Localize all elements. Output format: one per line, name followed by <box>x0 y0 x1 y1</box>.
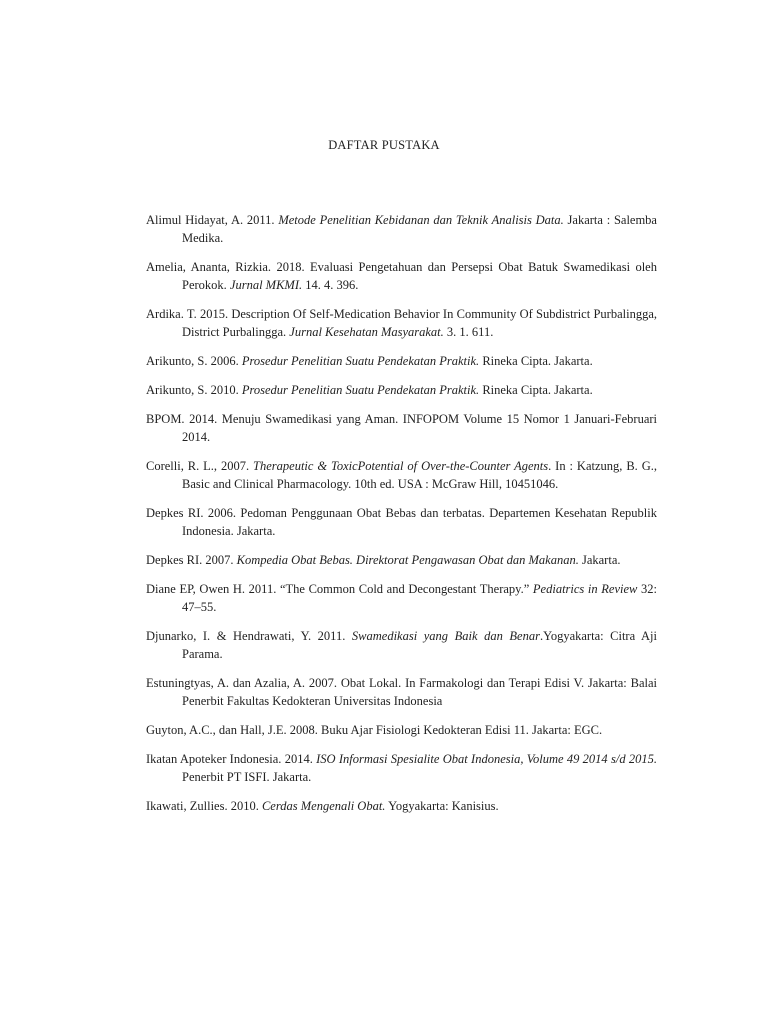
reference-text: 32: 47–55. <box>182 582 657 614</box>
reference-text: . In : Katzung, B. G., Basic and Clinical Pharmacology. 10th ed. USA : McGraw Hill, 10451046. <box>182 459 657 491</box>
reference-text: Rineka Cipta. Jakarta. <box>479 354 593 368</box>
reference-entry <box>146 305 657 341</box>
reference-text: BPOM. 2014. Menuju Swamedikasi yang Aman. INFOPOM Volume 15 Nomor 1 Januari-Februari 2014. <box>146 412 657 444</box>
reference-entry <box>146 457 657 493</box>
reference-text: Rineka Cipta. Jakarta. <box>479 383 593 397</box>
reference-text: Ikawati, Zullies. 2010. <box>146 799 262 813</box>
reference-italic-text: Cerdas Mengenali Obat. <box>261 799 386 813</box>
reference-text: 3. 1. 611. <box>443 325 494 339</box>
reference-text: Ardika. T. 2015. Description Of Self-Medication Behavior In Community Of Subdistrict Purbalingga, District Purbalingga. <box>146 307 657 339</box>
reference-text: Jakarta. <box>578 553 621 567</box>
page-title: DAFTAR PUSTAKA <box>328 138 440 152</box>
reference-text: .Yogyakarta: Citra Aji Parama. <box>182 629 657 661</box>
reference-text: Djunarko, I. & Hendrawati, Y. 2011. <box>146 629 352 643</box>
reference-text: Penerbit PT ISFI. Jakarta. <box>182 770 312 784</box>
reference-entry <box>146 504 657 540</box>
reference-entry <box>146 580 657 616</box>
reference-italic-text: Kompedia Obat Bebas. Direktorat Pengawasan Obat dan Makanan. <box>236 553 579 567</box>
reference-list <box>146 211 657 826</box>
reference-text: Ikatan Apoteker Indonesia. 2014. <box>146 752 317 766</box>
reference-text: Amelia, Ananta, Rizkia. 2018. Evaluasi Pengetahuan dan Persepsi Obat Batuk Swamedikasi oleh Perokok. <box>146 260 657 292</box>
reference-text: Depkes RI. 2006. Pedoman Penggunaan Obat Bebas dan terbatas. Departemen Kesehatan Republik Indonesia. Jakarta. <box>146 506 657 538</box>
reference-italic-text: Jurnal Kesehatan Masyarakat. <box>289 325 444 339</box>
reference-entry <box>146 674 657 710</box>
reference-entry <box>146 211 657 247</box>
reference-italic-text: Prosedur Penelitian Suatu Pendekatan Praktik. <box>241 354 480 368</box>
reference-text: Corelli, R. L., 2007. <box>146 459 254 473</box>
reference-entry <box>146 410 657 446</box>
reference-text: Alimul Hidayat, A. 2011. <box>146 213 279 227</box>
reference-entry <box>146 352 657 370</box>
reference-entry <box>146 381 657 399</box>
reference-entry <box>146 258 657 294</box>
reference-entry <box>146 721 657 739</box>
reference-italic-text: Prosedur Penelitian Suatu Pendekatan Praktik. <box>241 383 480 397</box>
reference-text: Depkes RI. 2007. <box>146 553 237 567</box>
reference-italic-text: Jurnal MKMI. <box>229 278 303 292</box>
reference-entry <box>146 551 657 569</box>
reference-entry <box>146 750 657 786</box>
reference-text: Diane EP, Owen H. 2011. “The Common Cold and Decongestant Therapy.” <box>146 582 533 596</box>
reference-italic-text: ISO Informasi Spesialite Obat Indonesia, Volume 49 2014 s/d 2015. <box>316 752 657 766</box>
reference-entry <box>146 797 657 815</box>
reference-text: Yogyakarta: Kanisius. <box>385 799 499 813</box>
reference-text: 14. 4. 396. <box>302 278 359 292</box>
reference-text: Guyton, A.C., dan Hall, J.E. 2008. Buku Ajar Fisiologi Kedokteran Edisi 11. Jakarta: EGC. <box>146 723 603 737</box>
reference-italic-text: Therapeutic & ToxicPotential of Over-the-Counter Agents <box>253 459 549 473</box>
reference-text: Jakarta : Salemba Medika. <box>182 213 657 245</box>
reference-italic-text: Metode Penelitian Kebidanan dan Teknik Analisis Data. <box>278 213 564 227</box>
reference-text: Estuningtyas, A. dan Azalia, A. 2007. Obat Lokal. In Farmakologi dan Terapi Edisi V. Jakarta: Balai Penerbit Fakultas Kedokteran Universitas Indonesia <box>146 676 657 708</box>
reference-italic-text: Pediatrics in Review <box>532 582 638 596</box>
reference-text: Arikunto, S. 2006. <box>146 354 242 368</box>
reference-text: Arikunto, S. 2010. <box>146 383 242 397</box>
reference-entry <box>146 627 657 663</box>
reference-italic-text: Swamedikasi yang Baik dan Benar <box>351 629 540 643</box>
